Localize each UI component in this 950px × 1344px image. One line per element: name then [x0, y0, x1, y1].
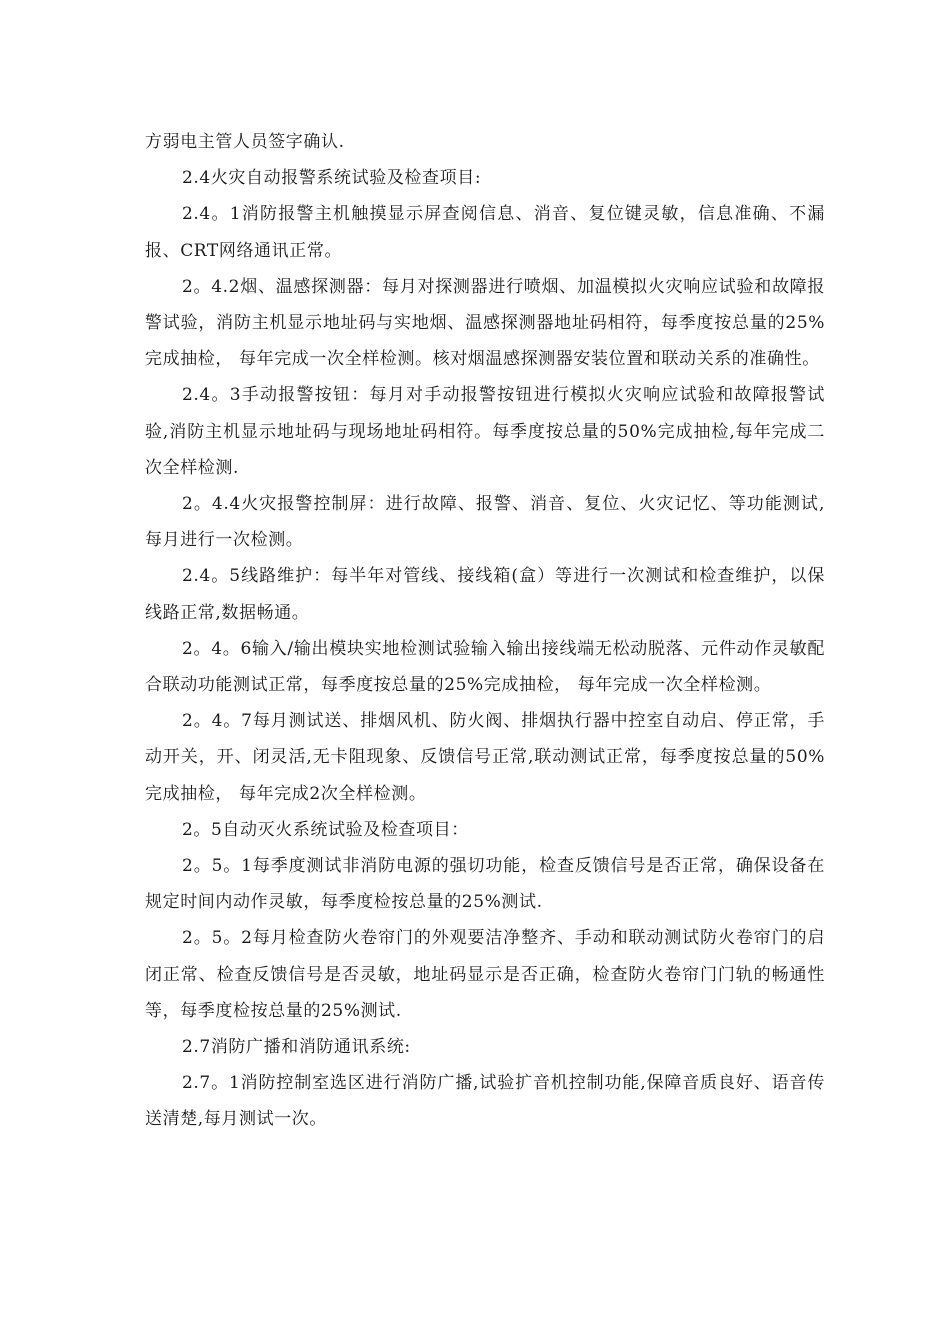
paragraph: 2。5。2每月检查防火卷帘门的外观要洁净整齐、手动和联动测试防火卷帘门的启闭正常、检查反馈信号是否灵敏，地址码显示是否正确，检查防火卷帘门门轨的畅通性等，每季度检按总量的25%测试.	[145, 928, 825, 1021]
paragraph: 2.4。3手动报警按钮：每月对手动报警按钮进行模拟火灾响应试验和故障报警试验,消防主机显示地址码与现场地址码相符。每季度按总量的50%完成抽检,每年完成二次全样检测.	[145, 385, 825, 478]
paragraph: 方弱电主管人员签字确认.	[145, 132, 345, 152]
paragraph: 2.4。5线路维护：每半年对管线、接线箱(盒）等进行一次测试和检查维护，以保线路正常,数据畅通。	[145, 566, 825, 623]
paragraph: 2。4。6输入/输出模块实地检测试验输入输出接线端无松动脱落、元件动作灵敏配合联动功能测试正常，每季度按总量的25%完成抽检， 每年完成一次全样检测。	[145, 638, 825, 696]
paragraph: 2.7。1消防控制室选区进行消防广播,试验扩音机控制功能,保障音质良好、语音传送清楚,每月测试一次。	[145, 1073, 825, 1130]
section-heading: 2。5自动灭火系统试验及检查项目：	[182, 819, 469, 840]
section-heading: 2.4火灾自动报警系统试验及检查项目:	[182, 168, 482, 189]
paragraph: 2。5。1每季度测试非消防电源的强切功能，检查反馈信号是否正常，确保设备在规定时间内动作灵敏，每季度检按总量的25%测试.	[145, 856, 825, 913]
paragraph: 2。4.2烟、温感探测器：每月对探测器进行喷烟、加温模拟火灾响应试验和故障报警试验，消防主机显示地址码与实地烟、温感探测器地址码相符，每季度按总量的25%完成抽检， 每年完成一次全样检测。核对烟温感探测器安装位置和联动关系的准确性。	[145, 276, 825, 370]
paragraph: 2。4。7每月测试送、排烟风机、防火阀、排烟执行器中控室自动启、停正常，手动开关，开、闭灵活,无卡阻现象、反馈信号正常,联动测试正常，每季度按总量的50%完成抽检， 每年完成2次全样检测。	[145, 711, 825, 804]
paragraph: 2。4.4火灾报警控制屏：进行故障、报警、消音、复位、火灾记忆、等功能测试,每月进行一次检测。	[145, 494, 825, 551]
paragraph: 2.4。1消防报警主机触摸显示屏查阅信息、消音、复位键灵敏，信息准确、不漏报、CRT网络通讯正常。	[145, 204, 825, 261]
section-heading: 2.7消防广播和消防通讯系统:	[182, 1037, 411, 1058]
document-body	[145, 124, 825, 1138]
